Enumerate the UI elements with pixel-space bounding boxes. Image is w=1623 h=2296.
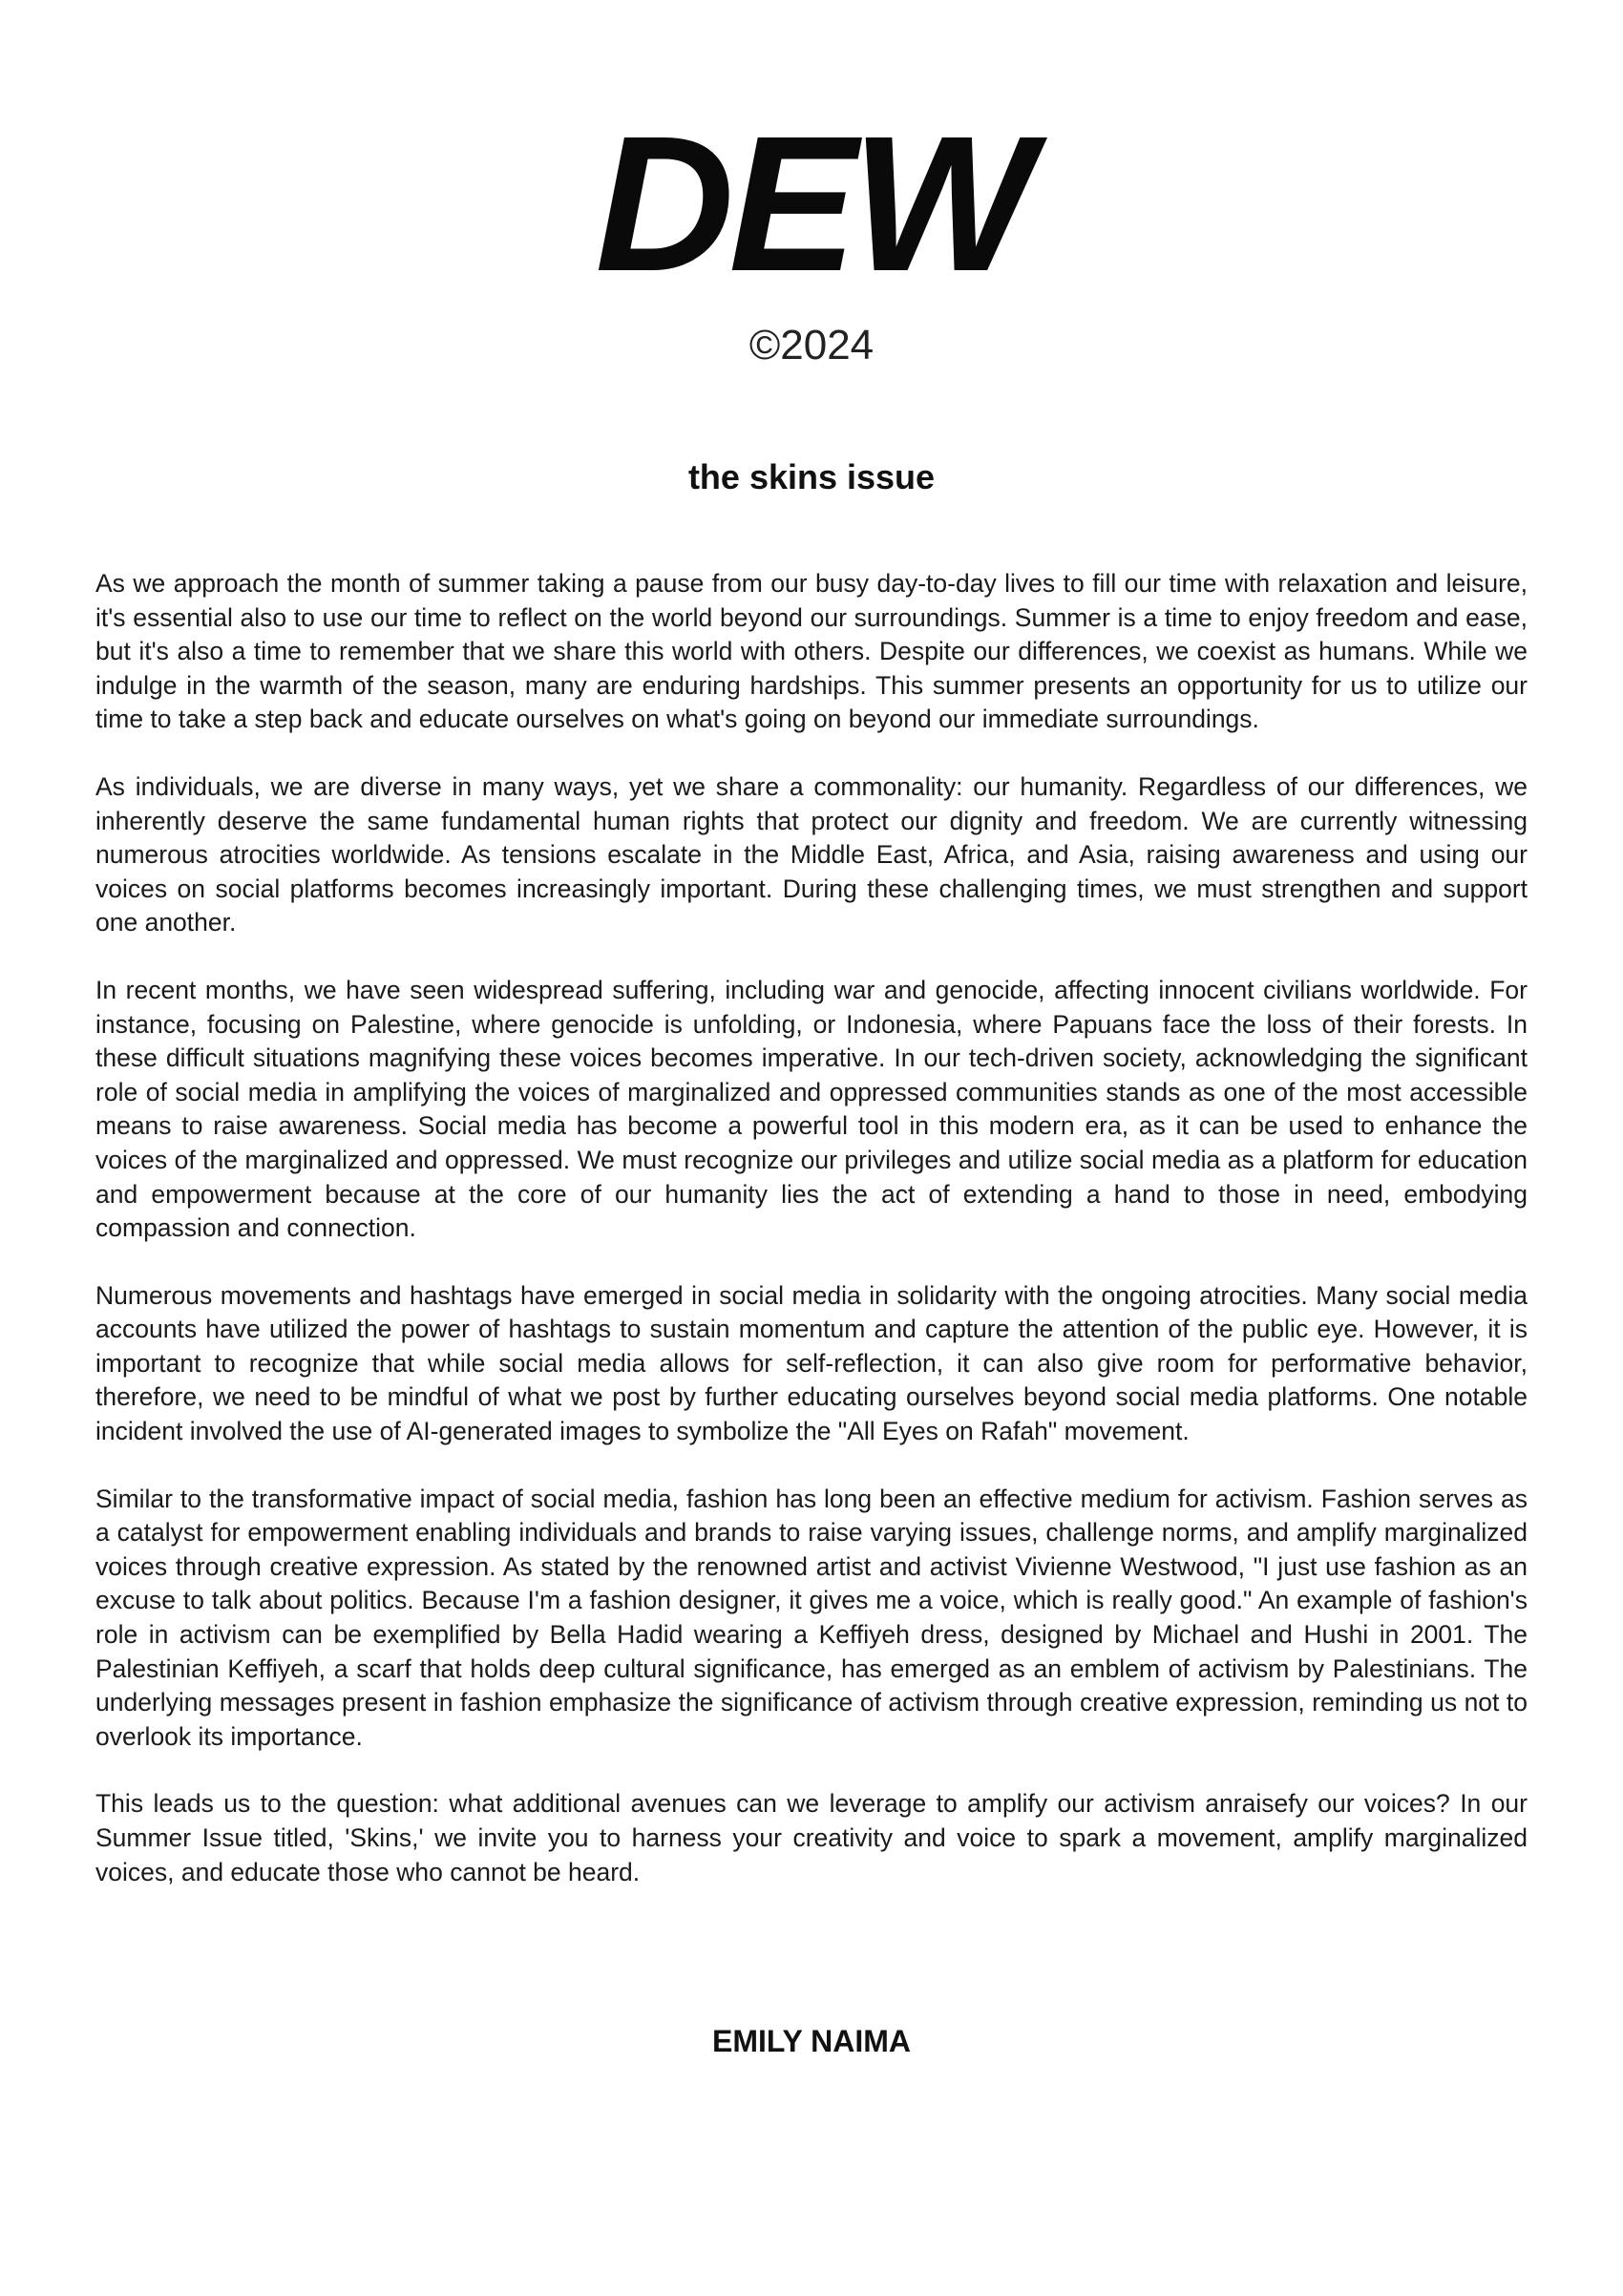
magazine-logo: DEW xyxy=(595,95,1028,311)
author-signature: EMILY NAIMA xyxy=(711,2024,912,2058)
paragraph: Similar to the transformative impact of social media, fashion has long been an effective medium for activism. Fashion serves as a catalyst for empowerment enabling individuals and brands to raise varying issues, challenge norms, and amplify marginalized voices through creative expression. As stated by the renowned artist and activist Vivienne Westwood, "I just use fashion as an excuse to talk about politics. Because I'm a fashion designer, it gives me a voice, which is really good." An example of fashion's role in activism can be exemplified by Bella Hadid wearing a Keffiyeh dress, designed by Michael and Hushi in 2001. The Palestinian Keffiyeh, a scarf that holds deep cultural significance, has emerged as an emblem of activism by Palestinians. The underlying messages present in fashion emphasize the significance of activism through creative expression, reminding us not to overlook its importance. xyxy=(95,1484,1528,1751)
paragraph: As individuals, we are diverse in many ways, yet we share a commonality: our humanity. Regardless of our differences, we inherently deserve the same fundamental human rights that protect our dignity and freedom. We are currently witnessing numerous atrocities worldwide. As tensions escalate in the Middle East, Africa, and Asia, raising awareness and using our voices on social platforms becomes increasingly important. During these challenging times, we must strengthen and support one another. xyxy=(95,771,1528,937)
paragraph: This leads us to the question: what additional avenues can we leverage to amplify our activism anraisefy our voices? In our Summer Issue titled, 'Skins,' we invite you to harness your creativity and voice to spark a movement, amplify marginalized voices, and educate those who cannot be heard. xyxy=(95,1789,1528,1886)
paragraph: Numerous movements and hashtags have emerged in social media in solidarity with the ongoing atrocities. Many social media accounts have utilized the power of hashtags to sustain momentum and capture the attention of the public eye. However, it is important to recognize that while social media allows for self-reflection, it can also give room for performative behavior, therefore, we need to be mindful of what we post by further educating ourselves beyond social media platforms. One notable incident involved the use of AI-generated images to symbolize the "All Eyes on Rafah" movement. xyxy=(95,1280,1528,1446)
paragraph: In recent months, we have seen widespread suffering, including war and genocide, affecting innocent civilians worldwide. For instance, focusing on Palestine, where genocide is unfolding, or Indonesia, where Papuans face the loss of their forests. In these difficult situations magnifying these voices becomes imperative. In our tech-driven society, acknowledging the significant role of social media in amplifying the voices of marginalized and oppressed communities stands as one of the most accessible means to raise awareness. Social media has become a powerful tool in this modern era, as it can be used to enhance the voices of the marginalized and oppressed. We must recognize our privileges and utilize social media as a platform for education and empowerment because at the core of our humanity lies the act of extending a hand to those in need, embodying compassion and connection. xyxy=(95,975,1528,1243)
paragraph: As we approach the month of summer taking a pause from our busy day-to-day lives to fill our time with relaxation and leisure, it's essential also to use our time to reflect on the world beyond our surroundings. Summer is a time to enjoy freedom and ease, but it's also a time to remember that we share this world with others. Despite our differences, we coexist as humans. While we indulge in the warmth of the season, many are enduring hardships. This summer presents an opportunity for us to utilize our time to take a step back and educate ourselves on what's going on beyond our immediate surroundings. xyxy=(95,569,1528,734)
issue-title: the skins issue xyxy=(687,457,936,496)
editorial-body xyxy=(95,567,1528,1923)
copyright-notice: ©2024 xyxy=(748,322,875,369)
